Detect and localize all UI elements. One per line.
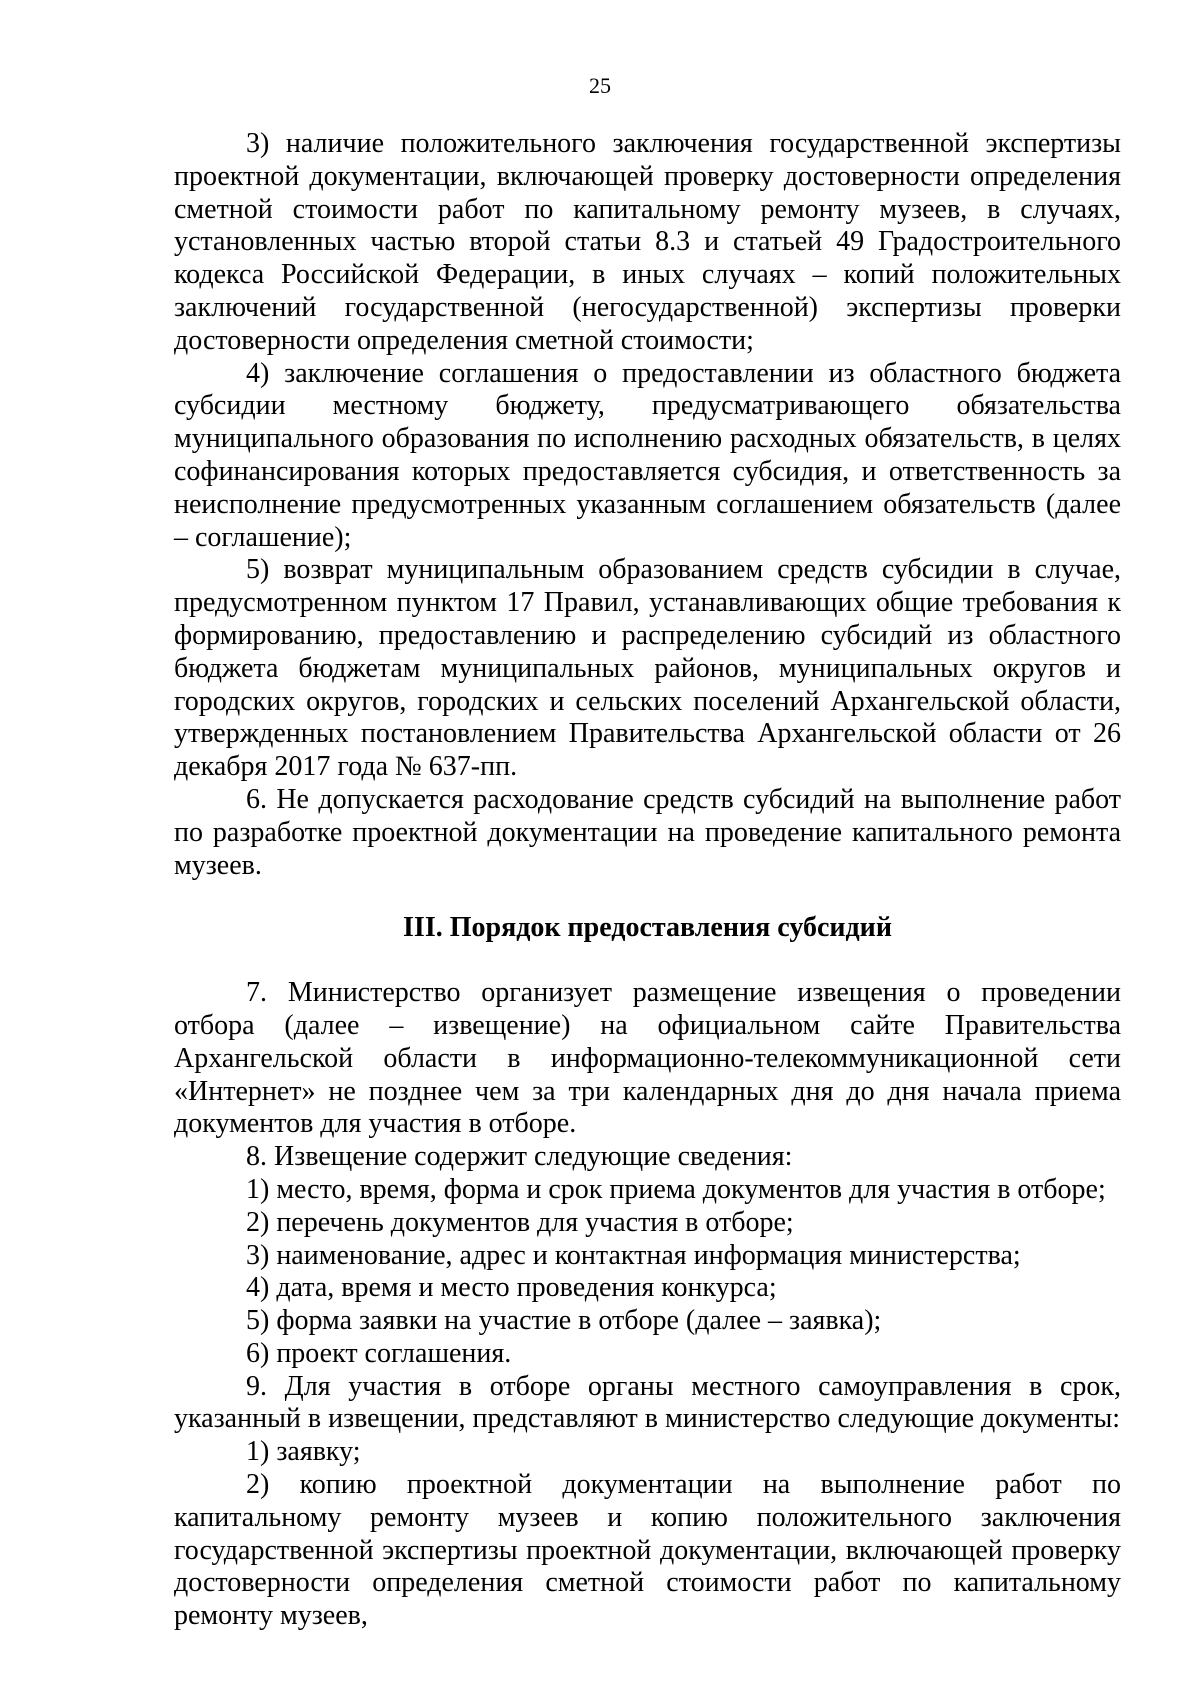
notice-item-5: 5) форма заявки на участие в отборе (далее – заявка); bbox=[246, 1305, 882, 1337]
list-item-4-agreement: 4) заключение соглашения о предоставлении из областного бюджета субсидии местному бюджету, предусматривающего обязательства муниципального образования по исполнению расходных обязательств, в целях софинансирования которых предоставляется субсидия, и ответственность за неисполнение предусмотренных указанным соглашением обязательств (далее – соглашение); bbox=[174, 357, 1121, 553]
list-item-5-refund: 5) возврат муниципальным образованием средств субсидии в случае, предусмотренном пунктом 17 Правил, устанавливающих общие требования к формированию, предоставлению и распределению субсидий из областного бюджета бюджетам муниципальных районов, муниципальных округов и городских округов, городских и сельских поселений Архангельской области, утвержденных постановлением Правительства Архангельской области от 26 декабря 2017 года № 637-пп. bbox=[174, 554, 1121, 783]
notice-item-1: 1) место, время, форма и срок приема документов для участия в отборе; bbox=[246, 1173, 1106, 1205]
notice-item-4: 4) дата, время и место проведения конкурса; bbox=[246, 1272, 777, 1304]
clause-8-notice-contents: 8. Извещение содержит следующие сведения: bbox=[246, 1141, 793, 1173]
clause-9-documents: 9. Для участия в отборе органы местного самоуправления в срок, указанный в извещении, представляют в министерство следующие документы: bbox=[174, 1370, 1121, 1435]
section-heading: III. Порядок предоставления субсидий bbox=[403, 912, 892, 944]
document-body bbox=[174, 128, 1121, 1633]
spacer bbox=[174, 882, 1121, 912]
list-item-3-expertise: 3) наличие положительного заключения государственной экспертизы проектной документации, включающей проверку достоверности определения сметной стоимости работ по капитальному ремонту музеев, в случаях, установленных частью второй статьи 8.3 и статьей 49 Градостроительного кодекса Российской Федерации, в иных случаях – копий положительных заключений государственной (негосударственной) экспертизы проверки достоверности определения сметной стоимости; bbox=[174, 128, 1121, 356]
notice-item-2: 2) перечень документов для участия в отборе; bbox=[246, 1206, 794, 1238]
notice-item-3: 3) наименование, адрес и контактная информация министерства; bbox=[246, 1239, 1021, 1271]
clause-7-notice: 7. Министерство организует размещение извещения о проведении отбора (далее – извещение) на официальном сайте Правительства Архангельской области в информационно-телекоммуникационной сети «Интернет» не позднее чем за три календарных дня до дня начала приема документов для участия в отборе. bbox=[174, 977, 1121, 1140]
clause-6-restriction: 6. Не допускается расходование средств субсидий на выполнение работ по разработке проектной документации на проведение капитального ремонта музеев. bbox=[174, 783, 1121, 881]
spacer bbox=[174, 945, 1121, 977]
page-number: 25 bbox=[589, 73, 611, 98]
notice-item-6: 6) проект соглашения. bbox=[246, 1337, 512, 1369]
document-item-2: 2) копию проектной документации на выполнение работ по капитальному ремонту музеев и копию положительного заключения государственной экспертизы проектной документации, включающей проверку достоверности определения сметной стоимости работ по капитальному ремонту музеев, bbox=[174, 1469, 1121, 1632]
document-item-1: 1) заявку; bbox=[246, 1436, 361, 1468]
